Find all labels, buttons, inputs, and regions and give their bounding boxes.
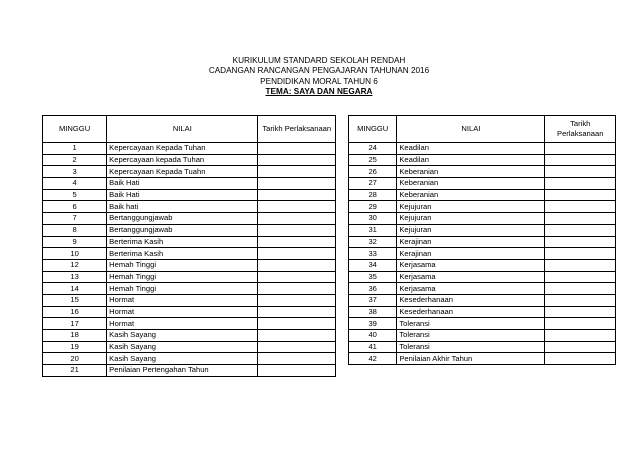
tarikh-cell [545,341,616,353]
tarikh-cell [545,294,616,306]
column-header-minggu: MINGGU [43,116,107,143]
nilai-cell: Toleransi [397,341,545,353]
schedule-table-right [348,115,616,365]
tarikh-cell [258,166,336,178]
table-row [349,143,616,155]
week-cell: 15 [43,294,107,306]
tarikh-cell [545,178,616,190]
column-header-nilai: NILAI [107,116,258,143]
nilai-cell: Kepercayaan Kepada Tuahn [107,166,258,178]
table-row [43,353,336,365]
week-cell: 30 [349,213,397,225]
week-cell: 13 [43,271,107,283]
table-row [349,248,616,260]
tarikh-cell [258,201,336,213]
week-cell: 28 [349,189,397,201]
tarikh-cell [545,236,616,248]
week-cell: 3 [43,166,107,178]
tarikh-cell [545,189,616,201]
tarikh-cell [258,143,336,155]
table-header-row [349,116,616,143]
week-cell: 10 [43,248,107,260]
week-cell: 18 [43,330,107,342]
table-row [43,318,336,330]
column-header-nilai: NILAI [397,116,545,143]
table-row [349,236,616,248]
table-row [43,224,336,236]
table-row [43,294,336,306]
week-cell: 1 [43,143,107,155]
table-row [349,294,616,306]
week-cell: 2 [43,154,107,166]
tarikh-cell [545,271,616,283]
theme-title: TEMA: SAYA DAN NEGARA [265,87,373,97]
tarikh-cell [545,353,616,365]
nilai-cell: Keberanian [397,189,545,201]
tarikh-cell [545,224,616,236]
week-cell: 17 [43,318,107,330]
tarikh-cell [258,294,336,306]
week-cell: 39 [349,318,397,330]
table-row [349,306,616,318]
nilai-cell: Kepercayaan kepada Tuhan [107,154,258,166]
table-row [43,178,336,190]
table-header-row [43,116,336,143]
nilai-cell: Kerjasama [397,271,545,283]
nilai-cell: Kerajinan [397,248,545,260]
nilai-cell: Kejujuran [397,213,545,225]
column-header-tarikh: Tarikh Perlaksanaan [258,116,336,143]
week-cell: 9 [43,236,107,248]
nilai-cell: Kasih Sayang [107,330,258,342]
tarikh-cell [545,213,616,225]
table-row [349,189,616,201]
week-cell: 31 [349,224,397,236]
tarikh-cell [545,306,616,318]
nilai-cell: Berterima Kasih [107,236,258,248]
curriculum-title: KURIKULUM STANDARD SEKOLAH RENDAH [232,56,406,65]
tarikh-cell [258,154,336,166]
week-cell: 25 [349,154,397,166]
week-cell: 24 [349,143,397,155]
tarikh-cell [258,330,336,342]
tarikh-cell [545,201,616,213]
tarikh-cell [258,259,336,271]
week-cell: 35 [349,271,397,283]
tarikh-cell [258,353,336,365]
week-cell: 21 [43,365,107,377]
table-row [43,248,336,260]
table-row [43,201,336,213]
week-cell: 40 [349,330,397,342]
tarikh-cell [545,330,616,342]
tarikh-cell [545,154,616,166]
nilai-cell: Kasih Sayang [107,353,258,365]
week-cell: 6 [43,201,107,213]
week-cell: 19 [43,341,107,353]
nilai-cell: Hemah Tinggi [107,271,258,283]
tarikh-cell [258,271,336,283]
table-row [43,283,336,295]
subject-title: PENDIDIKAN MORAL TAHUN 6 [260,76,378,86]
table-row [43,365,336,377]
nilai-cell: Baik Hati [107,189,258,201]
nilai-cell: Keadilan [397,154,545,166]
week-cell: 26 [349,166,397,178]
table-row [349,353,616,365]
week-cell: 12 [43,259,107,271]
nilai-cell: Kasih Sayang [107,341,258,353]
nilai-cell: Kesederhanaan [397,306,545,318]
tarikh-cell [545,143,616,155]
week-cell: 36 [349,283,397,295]
week-cell: 14 [43,283,107,295]
table-row [43,189,336,201]
week-cell: 29 [349,201,397,213]
tarikh-cell [258,341,336,353]
nilai-cell: Kerajinan [397,236,545,248]
tarikh-cell [258,306,336,318]
nilai-cell: Bertanggungjawab [107,224,258,236]
nilai-cell: Hormat [107,294,258,306]
plan-title: CADANGAN RANCANGAN PENGAJARAN TAHUNAN 2016 [208,66,430,76]
tarikh-cell [258,236,336,248]
tarikh-cell [545,166,616,178]
week-cell: 33 [349,248,397,260]
table-row [43,166,336,178]
table-row [349,166,616,178]
table-row [349,341,616,353]
nilai-cell: Kepercayaan Kepada Tuhan [107,143,258,155]
tarikh-cell [258,213,336,225]
nilai-cell: Baik hati [107,201,258,213]
nilai-cell: Kejujuran [397,224,545,236]
document-header [0,56,638,98]
nilai-cell: Hemah Tinggi [107,283,258,295]
week-cell: 4 [43,178,107,190]
table-row [349,224,616,236]
week-cell: 41 [349,341,397,353]
table-row [349,318,616,330]
tarikh-cell [545,248,616,260]
week-cell: 8 [43,224,107,236]
nilai-cell: Hemah Tinggi [107,259,258,271]
nilai-cell: Baik Hati [107,178,258,190]
table-row [43,306,336,318]
nilai-cell: Kerjasama [397,259,545,271]
table-row [349,271,616,283]
week-cell: 32 [349,236,397,248]
week-cell: 34 [349,259,397,271]
week-cell: 37 [349,294,397,306]
nilai-cell: Kejujuran [397,201,545,213]
nilai-cell: Bertanggungjawab [107,213,258,225]
tarikh-cell [258,318,336,330]
table-row [43,143,336,155]
week-cell: 5 [43,189,107,201]
nilai-cell: Penilaian Akhir Tahun [397,353,545,365]
table-row [43,271,336,283]
table-row [43,236,336,248]
nilai-cell: Kerjasama [397,283,545,295]
nilai-cell: Penilaian Pertengahan Tahun [107,365,258,377]
tarikh-cell [545,318,616,330]
week-cell: 27 [349,178,397,190]
table-row [349,201,616,213]
nilai-cell: Hormat [107,306,258,318]
nilai-cell: Toleransi [397,318,545,330]
table-row [43,259,336,271]
nilai-cell: Keadilan [397,143,545,155]
table-row [43,341,336,353]
tarikh-cell [258,189,336,201]
tarikh-cell [545,259,616,271]
tarikh-cell [258,365,336,377]
nilai-cell: Keberanian [397,166,545,178]
table-row [349,213,616,225]
week-cell: 16 [43,306,107,318]
column-header-minggu: MINGGU [349,116,397,143]
table-row [349,283,616,295]
nilai-cell: Hormat [107,318,258,330]
nilai-cell: Toleransi [397,330,545,342]
tarikh-cell [258,283,336,295]
table-row [349,259,616,271]
table-row [43,330,336,342]
tarikh-cell [258,224,336,236]
week-cell: 7 [43,213,107,225]
week-cell: 20 [43,353,107,365]
tarikh-cell [258,248,336,260]
column-header-tarikh: Tarikh Perlaksanaan [545,116,616,143]
week-cell: 42 [349,353,397,365]
table-row [43,213,336,225]
nilai-cell: Keberanian [397,178,545,190]
tarikh-cell [545,283,616,295]
table-row [43,154,336,166]
table-row [349,330,616,342]
table-row [349,154,616,166]
week-cell: 38 [349,306,397,318]
nilai-cell: Kesederhanaan [397,294,545,306]
tarikh-cell [258,178,336,190]
nilai-cell: Berterima Kasih [107,248,258,260]
schedule-table-left [42,115,336,377]
table-row [349,178,616,190]
